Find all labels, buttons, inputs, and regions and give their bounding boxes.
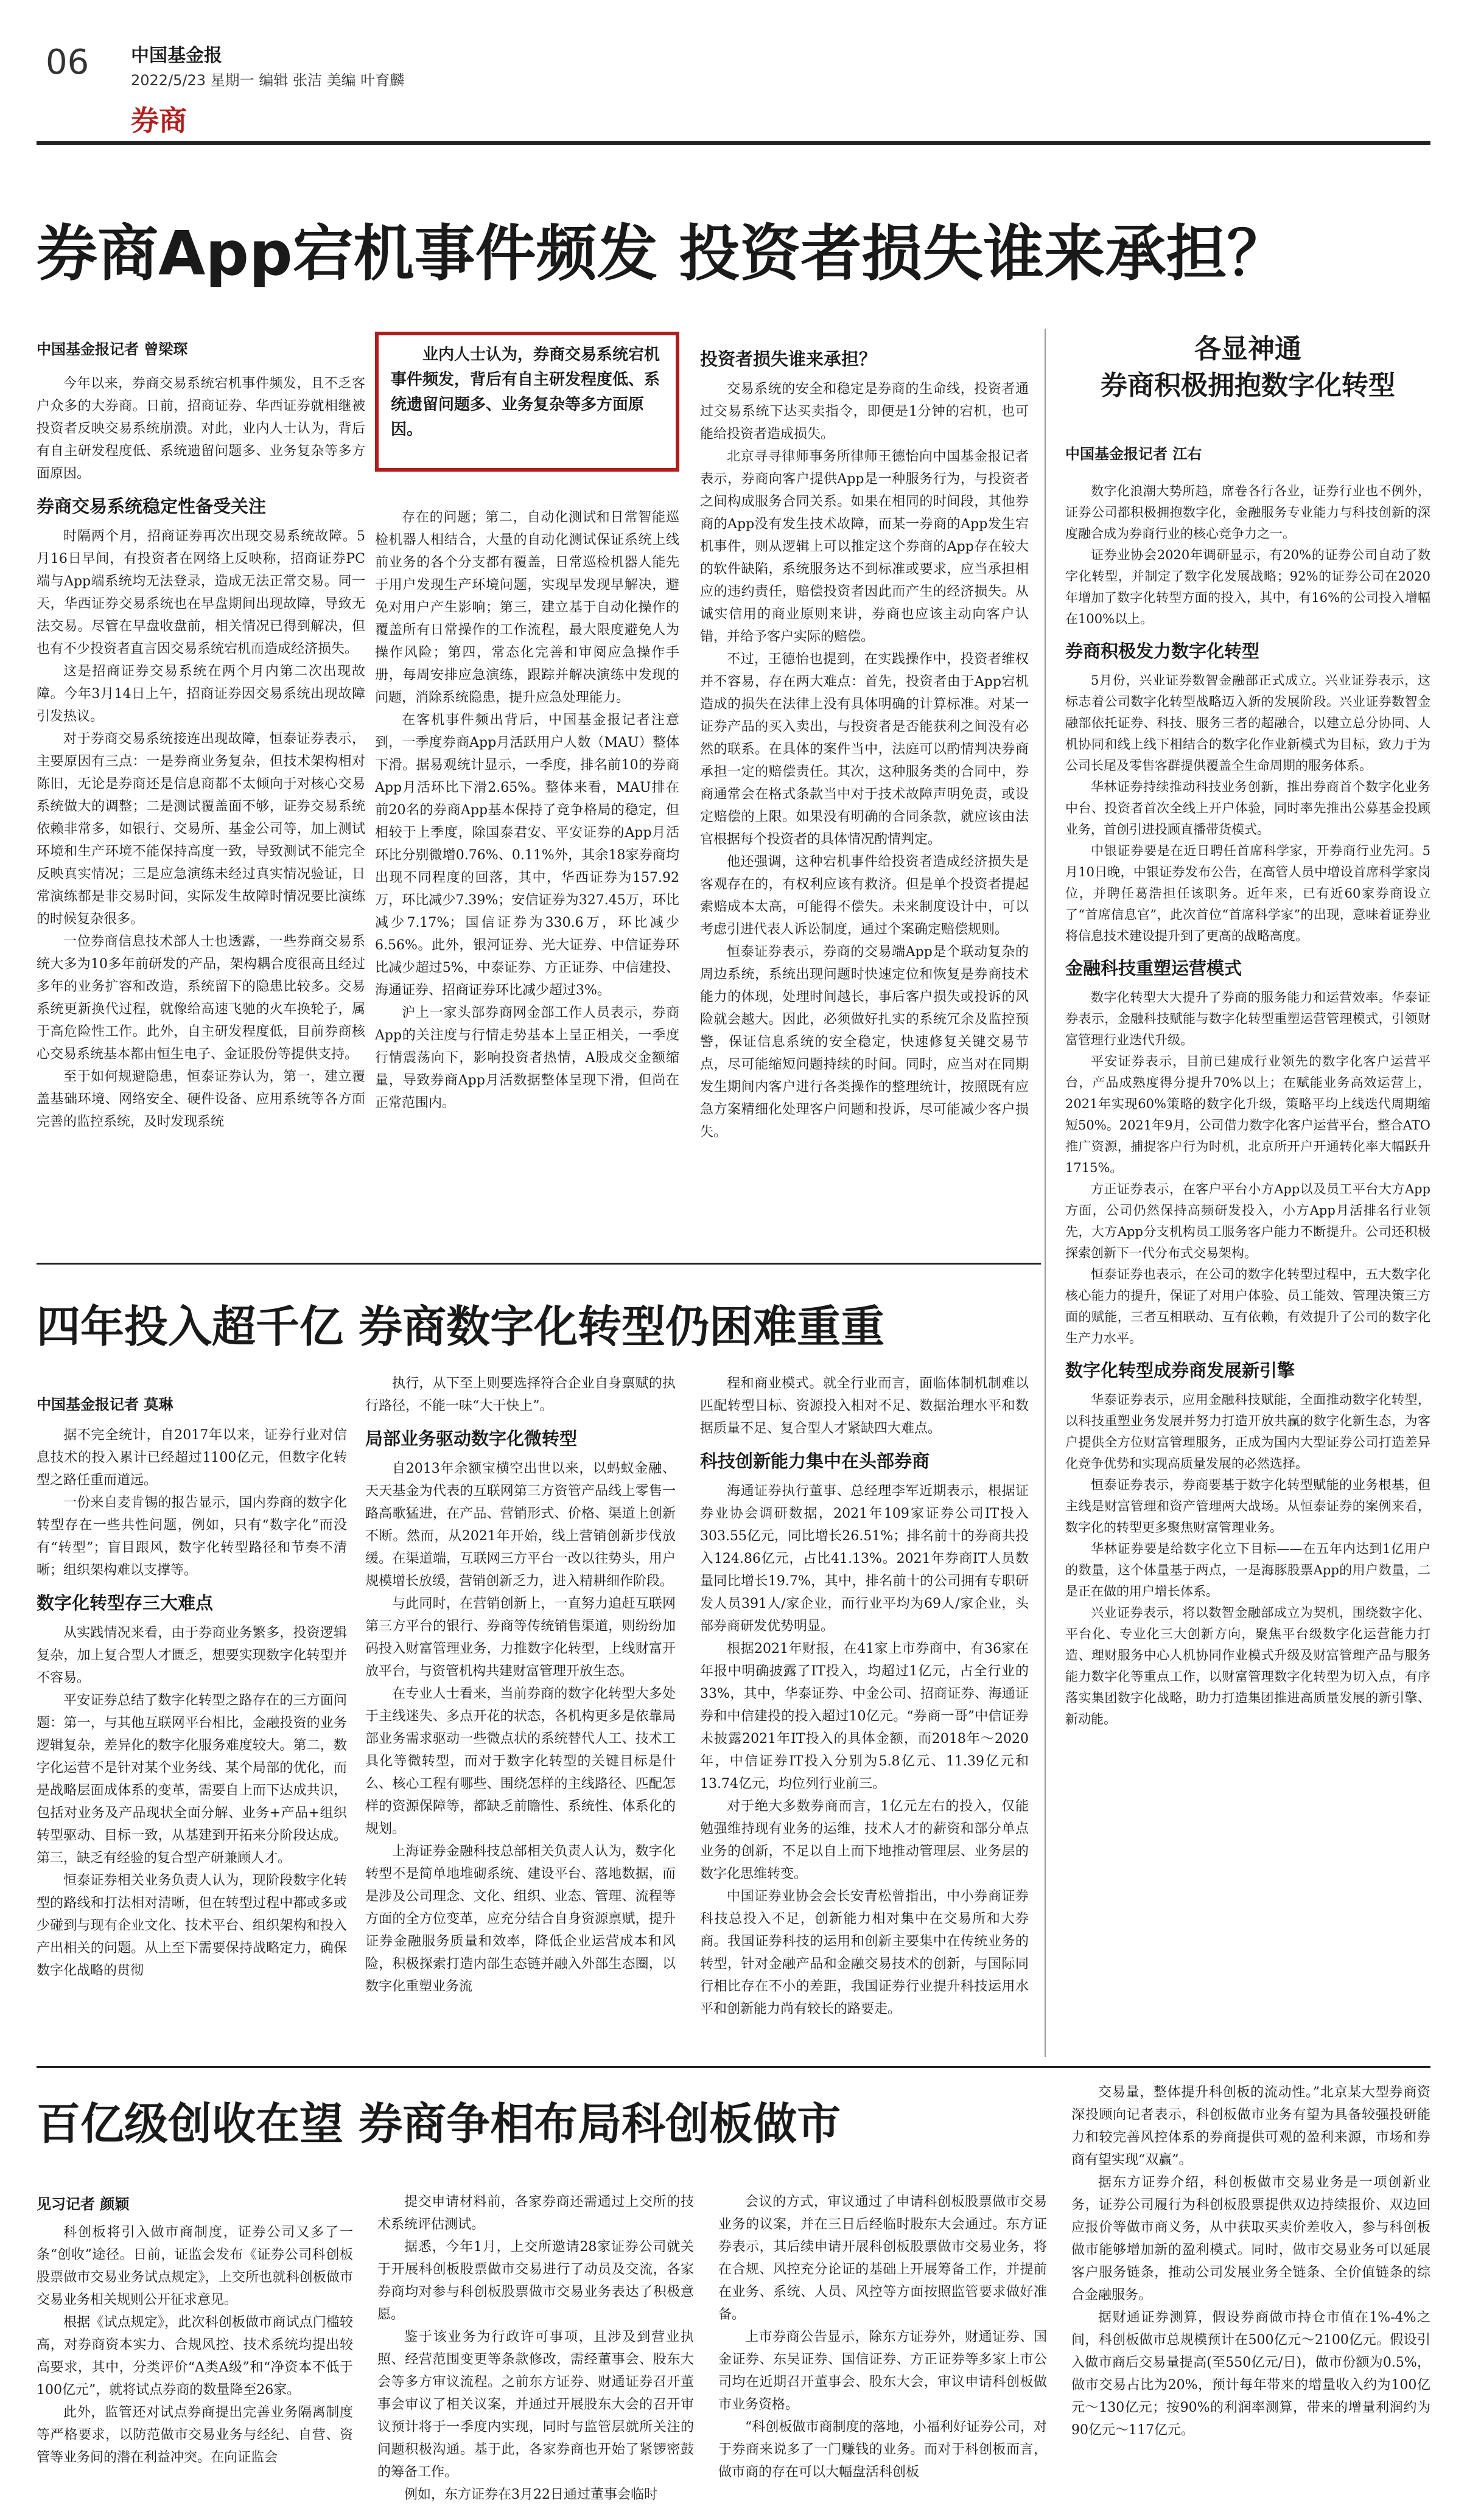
paper-name: 中国基金报 — [131, 45, 222, 66]
article2-byline: 中国基金报记者 莫琳 — [37, 1396, 173, 1413]
paragraph: 华林证券要是给数字化立下目标——在五年内达到1亿用户的数量，这个体量基于两点，一是海豚股票App的用户数量，二是正在做的用户增长体系。 — [1065, 1541, 1430, 1599]
article3-column-1 — [37, 2221, 353, 2507]
article2-column-1 — [37, 1424, 347, 2045]
article1-byline: 中国基金报记者 曾梁琛 — [37, 341, 188, 358]
paragraph: 证券业协会2020年调研显示，有20%的证券公司自动了数字化转型，并制定了数字化发展战略；92%的证券公司在2020年增加了数字化转型方面的投入，其中，有16%的公司投入增幅在100%以上。 — [1065, 548, 1430, 626]
article1-title: 券商App宕机事件频发 投资者损失谁来承担？ — [37, 218, 1288, 289]
side-article-body — [1065, 481, 1430, 2051]
paragraph: 他还强调，这种宕机事件给投资者造成经济损失是客观存在的，有权利应该有救济。但是单个投资者提起索赔成本太高，可能得不偿失。未来制度设计中，可以考虑引进代表人诉讼制度，通过个案确定赔偿规则。 — [700, 854, 1029, 937]
subheading: 数字化转型成券商发展新引擎 — [1065, 1360, 1295, 1381]
paragraph: 今年以来，券商交易系统宕机事件频发，且不乏客户众多的大券商。日前，招商证券、华西证券就相继被投资者反映交易系统崩溃。对此，业内人士认为，背后有自主研发程度低、系统遗留问题多、业务复杂等多方面原因。 — [37, 376, 365, 481]
paragraph: 据东方证券介绍，科创板做市交易业务是一项创新业务，证券公司履行为科创板股票提供双边持续报价、双边回应报价等做市商义务，从中获取买卖价差收入，参与科创板做市能够增加新的盈利模式。同时，做市交易业务可以延展客户服务链条，推动公司发展业务全链条、全价值链条的综合金融服务。 — [1071, 2175, 1430, 2303]
paragraph: 此外，监管还对试点券商提出完善业务隔离制度等严格要求，以防范做市交易业务与经纪、自营、资管等业务间的潜在利益冲突。在向证监会 — [37, 2405, 353, 2465]
paragraph: 程和商业模式。就全行业而言，面临体制机制难以匹配转型目标、资源投入相对不足、数据治理水平和数据质量不足、复合型人才紧缺四大难点。 — [700, 1376, 1029, 1436]
article3-byline: 见习记者 颜颖 — [37, 2196, 130, 2213]
paragraph: 方正证券表示，在客户平台小方App以及员工平台大方App方面，公司仍然保持高频研发投入，小方App月活排名行业领先，大方App分支机构员工服务客户能力不断提升。公司还积极探索创新下一代分布式交易架构。 — [1065, 1182, 1430, 1260]
article1-pull-quote — [375, 332, 679, 472]
article2-column-3 — [700, 1372, 1029, 2045]
subheading: 券商交易系统稳定性备受关注 — [37, 496, 267, 517]
side-title-line2: 券商积极拥抱数字化转型 — [1101, 370, 1395, 401]
paragraph: 中银证券要是在近日聘任首席科学家，开券商行业先河。5月10日晚，中银证券发布公告，在高管人员中增设首席科学家岗位，并聘任葛浩担任该职务。近年来，已有近60家券商设立了“首席信息官”，此次首位“首席科学家”的出现，意味着证券业将信息技术建设提升到了更高的战略高度。 — [1065, 843, 1430, 943]
article3-column-4 — [1071, 2081, 1430, 2507]
subheading: 券商积极发力数字化转型 — [1065, 641, 1260, 661]
paragraph: 科创板将引入做市商制度，证券公司又多了一条“创收”途径。日前，证监会发布《证券公司科创板股票做市交易业务试点规定》，上交所也就科创板做市交易业务相关规则公开征求意见。 — [37, 2225, 353, 2308]
issue-meta: 2022/5/23 星期一 编辑 张洁 美编 叶育麟 — [131, 72, 405, 89]
subheading: 投资者损失谁来承担？ — [700, 349, 877, 369]
paragraph: 一位券商信息技术部人士也透露，一些券商交易系统大多为10多年前研发的产品，架构耦合度很高且经过多年的业务扩容和改造，系统留下的隐患比较多。交易系统更新换代过程，就像给高速飞驰的火车换轮子，属于高危险性工作。此外，自主研发程度低，目前券商核心交易系统基本都由恒生电子、金证股份等提供支持。 — [37, 934, 365, 1062]
paragraph: 至于如何规避隐患，恒泰证券认为，第一，建立覆盖基础环境、网络安全、硬件设备、应用系统等各方面完善的监控系统，及时发现系统 — [37, 1069, 365, 1129]
paragraph: 华泰证券表示，应用金融科技赋能，全面推动数字化转型，以科技重塑业务发展并努力打造开放共赢的数字化新生态，为客户提供全方位财富管理服务，正成为国内大型证券公司打造差异化竞争优势和实现高质量发展的必然选择。 — [1065, 1392, 1430, 1471]
paragraph: 沪上一家头部券商网金部工作人员表示，券商App的关注度与行情走势基本上呈正相关，一季度行情震荡向下，影响投资者热情，A股成交金额缩量，导致券商App月活数据整体呈现下滑，但尚在正常范围内。 — [375, 1005, 679, 1111]
subheading: 数字化转型存三大难点 — [37, 1593, 214, 1613]
article1-column-2 — [375, 506, 679, 1237]
side-byline: 中国基金报记者 江右 — [1065, 445, 1202, 462]
paragraph: 交易量，整体提升科创板的流动性。”北京某大型券商资深投顾向记者表示，科创板做市业务有望为具备较强投研能力和较完善风控体系的券商提供可观的盈利来源，市场和券商有望实现“双赢”。 — [1071, 2085, 1430, 2168]
column-divider — [1045, 329, 1046, 2057]
paragraph: 平安证券总结了数字化转型之路存在的三方面问题：第一，与其他互联网平台相比，金融投资的业务逻辑复杂，差异化的数字化服务难度较大。第二，数字化运营不是针对某个业务线、某个局部的优化，而是战略层面成体系的变革，需要自上而下达成共识，包括对业务及产品现状全面分解、业务+产品+组织转型驱动、目标一致，从基建到开拓来分阶段达成。第三，缺乏有经验的复合型产研兼顾人才。 — [37, 1693, 347, 1866]
paragraph: 交易系统的安全和稳定是券商的生命线，投资者通过交易系统下达买卖指令，即便是1分钟的宕机，也可能给投资者造成损失。 — [700, 382, 1029, 442]
paragraph: 上海证券金融科技总部相关负责人认为，数字化转型不是简单地堆砌系统、建设平台、落地数据，而是涉及公司理念、文化、组织、业态、管理、流程等方面的全方位变革，应充分结合自身资源禀赋，提升证券金融服务质量和效率，降低企业运营成本和风险，积极探索打造内部生态链并融入外部生态圈，以数字化重塑业务流 — [365, 1844, 676, 1994]
paragraph: 从实践情况来看，由于券商业务繁多，投资逻辑复杂，加上复合型人才匮乏，想要实现数字化转型并不容易。 — [37, 1625, 347, 1686]
article1-column-1 — [37, 372, 365, 1237]
article2-column-2 — [365, 1372, 676, 2045]
paragraph: 自2013年余额宝横空出世以来，以蚂蚁金融、天天基金为代表的互联网第三方资管产品线上零售一路高歌猛进，在产品、营销形式、价格、渠道上创新不断。然而，从2021年开始，线上营销创新步伐放缓。在渠道端，互联网三方平台一改以往势头，用户规模增长放缓，营销创新乏力，进入精耕细作阶段。 — [365, 1461, 676, 1589]
paragraph: 鉴于该业务为行政许可事项，且涉及到营业执照、经营范围变更等条款修改，需经董事会、股东大会等多方审议流程。之前东方证券、财通证券召开董事会审议了相关议案，并通过开展股东大会的召开审议预计将于一季度内实现，同时与监管层就所关注的问题积极沟通。基于此，各家券商也开始了紧锣密鼓的筹备工作。 — [377, 2330, 694, 2480]
article3-column-2 — [377, 2191, 694, 2507]
pull-quote-text: 业内人士认为，券商交易系统宕机事件频发，背后有自主研发程度低、系统遗留问题多、业务复杂等多方面原因。 — [391, 346, 660, 439]
article2-title: 四年投入超千亿 券商数字化转型仍困难重重 — [37, 1301, 885, 1352]
paragraph: 执行，从下至上则要选择符合企业自身禀赋的执行路径，不能一味“大干快上”。 — [365, 1376, 676, 1414]
paragraph: 会议的方式，审议通过了申请科创板股票做市交易业务的议案，并在三日后经临时股东大会通过。东方证券表示，其后续申请开展科创板股票做市交易业务，将在合规、风控充分论证的基础上开展筹备工作，并提前在业务、系统、人员、风控等方面按照监管要求做好准备。 — [718, 2194, 1047, 2322]
paragraph: 据悉，今年1月，上交所邀请28家证券公司就关于开展科创板股票做市交易进行了动员及交流，各家券商均对参与科创板股票做市交易业务表达了积极意愿。 — [377, 2239, 694, 2322]
page-number: 06 — [46, 43, 89, 82]
paragraph: 时隔两个月，招商证券再次出现交易系统故障。5月16日早间，有投资者在网络上反映称，招商证券PC端与App端系统均无法登录，造成无法正常交易。同一天，华西证券交易系统也在早盘期间出现故障，导致无法交易。尽管在早盘收盘前，相关情况已得到解决，但也有不少投资者直言因交易系统宕机而造成经济损失。 — [37, 529, 365, 657]
paragraph: 数字化转型大大提升了券商的服务能力和运营效率。华泰证券表示，金融科技赋能与数字化转型重塑运营管理模式，引领财富管理行业迭代升级。 — [1065, 990, 1430, 1047]
paragraph: 据财通证券测算，假设券商做市持仓市值在1%-4%之间，科创板做市总规模预计在500亿元～2100亿元。假设引入做市商后交易量提高(至550亿元/日)，做市份额为0.5%，做市交易占比为20%，预计每年带来的增量收入约为100亿元～130亿元；按90%的利润率测算，带来的增量利润约为90亿元～117亿元。 — [1071, 2310, 1430, 2438]
paragraph: 对于券商交易系统接连出现故障，恒泰证券表示，主要原因有三点：一是券商业务复杂，但技术架构相对陈旧，无论是券商还是信息商都不太倾向于对核心交易系统做大的调整；二是测试覆盖面不够，证券交易系统依赖非常多，如银行、交易所、基金公司等，加上测试环境和生产环境不能保持高度一致，导致测试不能完全反映真实情况；三是应急演练未经过真实情况验证，日常演练都是非交易时间，实际发生故障时情况要比演练的时候复杂很多。 — [37, 731, 365, 927]
paragraph: 一份来自麦肯锡的报告显示，国内券商的数字化转型存在一些共性问题，例如，只有“数字化”而没有“转型”；盲目跟风，数字化转型路径和节奏不清晰；组织架构难以支撑等。 — [37, 1495, 347, 1578]
article3-top-rule — [37, 2066, 1430, 2068]
paragraph: 北京寻寻律师事务所律师王德怡向中国基金报记者表示，券商向客户提供App是一种服务行为，与投资者之间构成服务合同关系。如果在相同的时间段，其他券商的App没有发生技术故障，而某一券商的App发生宕机事件，则从逻辑上可以推定这个券商的App存在较大的软件缺陷，系统服务达不到标准或要求，应当承担相应的违约责任，赔偿投资者因此而产生的经济损失。从诚实信用的商业原则来讲，券商也应该主动向客户认错，并给予客户实际的赔偿。 — [700, 449, 1029, 644]
subheading: 金融科技重塑运营模式 — [1065, 958, 1242, 979]
article3-title: 百亿级创收在望 券商争相布局科创板做市 — [37, 2098, 841, 2149]
paragraph: “科创板做市商制度的落地，小福利好证券公司，对于券商来说多了一门赚钱的业务。而对于科创板而言，做市商的存在可以大幅盘活科创板 — [718, 2420, 1047, 2480]
paragraph: 在客机事件频出背后，中国基金报记者注意到，一季度券商App月活跃用户人数（MAU）整体下滑。据易观统计显示，一季度，排名前10的券商App月活环比下滑2.65%。整体来看，MAU排在前20名的券商App基本保持了竞争格局的稳定，但相较于上季度，除国泰君安、平安证券的App月活环比分别微增0.76%、0.11%外，其余18家券商均出现不同程度的回落，其中，华西证券为157.92万，环比减少7.39%；安信证券为327.45万，环比减少7.17%；国信证券为330.6万，环比减少6.56%。此外，银河证券、光大证券、中信证券环比减少超过5%，中泰证券、方正证券、中信建投、海通证券、招商证券环比减少超过3%。 — [375, 713, 679, 998]
paragraph: 华林证券持续推动科技业务创新，推出券商首个数字化业务中台、投资者首次全线上开户体验，同时率先推出公募基金投顾业务，首创引进投顾直播带货模式。 — [1065, 780, 1430, 837]
article2-top-rule — [37, 1263, 1041, 1265]
side-title-line1: 各显神通 — [1194, 333, 1301, 365]
paragraph: 5月份，兴业证券数智金融部正式成立。兴业证券表示，这标志着公司数字化转型战略迈入新的发展阶段。兴业证券数智金融部依托证券、科技、服务三者的超融合，以建立总分协同、人机协同和线上线下相结合的数字化作业新模式为目标，致力于为公司长尾及零售客群提供覆盖全生命周期的服务体系。 — [1065, 673, 1430, 773]
paragraph: 不过，王德怡也提到，在实践操作中，投资者维权并不容易，存在两大难点：首先，投资者由于App宕机造成的损失在法律上没有具体明确的计算标准。对某一证券产品的买入卖出，与投资者是否能获利之间没有必然的联系。在具体的案件当中，法庭可以酌情判决券商承担一定的赔偿责任。其次，这种服务类的合同中，券商通常会在格式条款当中对于技术故障声明免责，或设定赔偿的上限。如果没有明确的合同条款，就应该由法官根据每个投资者的具体情况酌情判定。 — [700, 652, 1029, 847]
article3-column-3 — [718, 2191, 1047, 2507]
header-rule — [37, 141, 1430, 145]
section-title: 券商 — [131, 104, 187, 137]
subheading: 科技创新能力集中在头部券商 — [700, 1451, 930, 1471]
paragraph: 根据2021年财报，在41家上市券商中，有36家在年报中明确披露了IT投入，均超过1亿元，占全行业的33%，其中，华泰证券、中金公司、招商证券、海通证券和中信建投的投入超过10亿元。“券商一哥”中信证券未披露2021年IT投入的具体金额，而2018年～2020年，中信证券IT投入分别为5.8亿元、11.39亿元和13.74亿元，均位列行业前三。 — [700, 1641, 1029, 1792]
paragraph: 对于绝大多数券商而言，1亿元左右的投入，仅能勉强维持现有业务的运维，技术人才的薪资和部分单点业务的创新，不足以自上而下地推动管理层、业务层的数字化思维转变。 — [700, 1799, 1029, 1882]
paragraph: 平安证券表示，目前已建成行业领先的数字化客户运营平台，产品成熟度得分提升70%以上；在赋能业务高效运营上，2021年实现60%策略的数字化升级，策略平均上线迭代周期缩短50%。2021年9月，公司借力数字化客户运营平台，整合ATO推广资源，捕捉客户行为时机，北京所开户开通转化率大幅跃升1715%。 — [1065, 1054, 1430, 1175]
paragraph: 中国证券业协会会长安青松曾指出，中小券商证券科技总投入不足，创新能力相对集中在交易所和大券商。我国证券科技的运用和创新主要集中在传统业务的转型，针对金融产品和金融交易技术的创新，与国际同行相比存在不小的差距，我国证券行业提升科技运用水平和创新能力尚有较长的路要走。 — [700, 1889, 1029, 2017]
paragraph: 兴业证券表示，将以数智金融部成立为契机，围绕数字化、平台化、专业化三大创新方向，聚焦平台级数字化运营能力打造、理财服务中心人机协同作业模式升级及财富管理产品与服务能力数字化等重点工作，以财富管理数字化转型为切入点，有序落实集团数字化战略，助力打造集团推进高质量发展的新引擎、新动能。 — [1065, 1605, 1430, 1726]
subheading: 局部业务驱动数字化微转型 — [365, 1428, 578, 1449]
paragraph: 恒泰证券也表示，在公司的数字化转型过程中，五大数字化核心能力的提升，保证了对用户体验、员工能效、管理决策三方面的赋能，三者互相联动、互有依赖，有效提升了公司的数字化生产力水平。 — [1065, 1267, 1430, 1346]
article1-column-3 — [700, 338, 1029, 1238]
paragraph: 恒泰证券表示，券商的交易端App是个联动复杂的周边系统，系统出现问题时快速定位和恢复是券商技术能力的体现，处理时间越长，事后客户损失或投诉的风险就会越大。因此，必须做好扎实的系统冗余及监控预警，保证信息系统的安全稳定，快速修复关键交易节点，尽可能缩短问题持续的时间。同时，应当对在同期发生期间内客户进行各类操作的整理统计，按照既有应急方案精细化处理客户问题和投诉，尽可能减少客户损失。 — [700, 944, 1029, 1140]
paragraph: 恒泰证券相关业务负责人认为，现阶段数字化转型的路线和打法相对清晰，但在转型过程中都或多或少碰到与现有企业文化、技术平台、组织架构和投入产出相关的问题。从上至下需要保持战略定力，确保数字化战略的贯彻 — [37, 1873, 347, 1978]
paragraph: 数字化浪潮大势所趋，席卷各行各业，证券行业也不例外，证券公司都积极拥抱数字化，金融服务专业能力与科技创新的深度融合成为券商行业的核心竞争力之一。 — [1065, 484, 1430, 541]
paragraph: 这是招商证券交易系统在两个月内第二次出现故障。今年3月14日上午，招商证券因交易系统出现故障引发热议。 — [37, 664, 365, 724]
paragraph: 海通证券执行董事、总经理李军近期表示，根据证券业协会调研数据，2021年109家证券公司IT投入303.55亿元，同比增长26.51%；排名前十的券商共投入124.86亿元，占比41.13%。2021年券商IT人员数量同比增长19.7%，其中，排名前十的公司拥有专职研发人员391人/家企业，而行业平均为69人/家企业，头部券商研发优势明显。 — [700, 1484, 1029, 1634]
paragraph: 恒泰证券表示，券商要基于数字化转型赋能的业务根基，但主线是财富管理和资产管理两大战场。从恒泰证券的案例来看，数字化的转型更多聚焦财富管理业务。 — [1065, 1478, 1430, 1535]
paragraph: 根据《试点规定》，此次科创板做市商试点门槛较高，对券商资本实力、合规风控、技术系统均提出较高要求，其中，分类评价“A类A级”和“净资本不低于100亿元”，就将试点券商的数量降至26家。 — [37, 2315, 353, 2398]
paragraph: 存在的问题；第二，自动化测试和日常智能巡检机器人相结合，大量的自动化测试保证系统上线前业务的各个分支都有覆盖，日常巡检机器人能先于用户发现生产环境问题，实现早发现早解决，避免对用户产生影响；第三，建立基于自动化操作的覆盖所有日常操作的工作流程，最大限度避免人为操作风险；第四，常态化完善和审阅应急操作手册，每周安排应急演练，跟踪并解决演练中发现的问题，消除系统隐患，提升应急处理能力。 — [375, 510, 679, 705]
paragraph: 提交申请材料前，各家券商还需通过上交所的技术系统评估测试。 — [377, 2194, 694, 2232]
paragraph: 与此同时，在营销创新上，一直努力追赶互联网第三方平台的银行、券商等传统销售渠道，则纷纷加码投入财富管理业务，力推数字化转型，上线财富开放平台，与资管机构共建财富管理开放生态。 — [365, 1596, 676, 1679]
paragraph: 上市券商公告显示，除东方证券外，财通证券、国金证券、东吴证券、国信证券、方正证券等多家上市公司均在近期召开董事会、股东大会，审议申请科创板做市业务资格。 — [718, 2330, 1047, 2412]
paragraph: 据不完全统计，自2017年以来，证券行业对信息技术的投入累计已经超过1100亿元，但数字化转型之路任重而道远。 — [37, 1428, 347, 1488]
paragraph: 在专业人士看来，当前券商的数字化转型大多处于主线迷失、多点开花的状态，各机构更多是依靠局部业务需求驱动一些微点状的系统替代人工、技术工具化等微转型，而对于数字化转型的关键目标是什么、核心工程有哪些、围绕怎样的主线路径、匹配怎样的资源保障等，都缺乏前瞻性、系统性、体系化的规划。 — [365, 1686, 676, 1837]
paragraph: 例如，东方证券在3月22日通过董事会临时 — [404, 2487, 657, 2502]
